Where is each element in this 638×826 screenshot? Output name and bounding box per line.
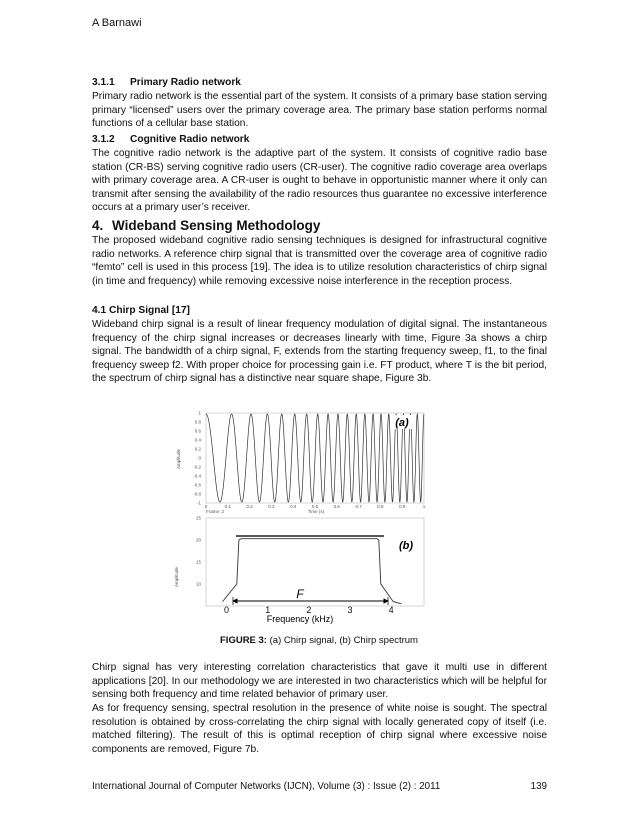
paragraph-frequency-sensing: As for frequency sensing, spectral resolution in the presence of white noise is sought. The spectral resolution is obtained by cross-correlating the chirp signal with locally generated copy of itself (i.e. matched filtering). The result of this is optimal reception of chirp signal where excessive noise components are removed, Figure 7b. xyxy=(92,703,547,755)
panel-label-a: (a) xyxy=(395,417,409,429)
paragraph-chirp-signal: Wideband chirp signal is a result of linear frequency modulation of digital signal. The instantaneous frequency of the chirp signal increases or decreases linearly with time, Figure 3a shows a chirp signal. The bandwidth of a chirp signal, F, extends from the starting frequency sweep, f1, to the final frequency sweep f2. With proper choice for processing gain i.e. FT product, where T is the bit period, the spectrum of chirp signal has a distinctive near square shape, Figure 3b. xyxy=(92,319,547,385)
figure-caption-label: FIGURE 3: xyxy=(220,635,267,646)
panel-label-b: (b) xyxy=(398,540,414,552)
y-tick-label: 15 xyxy=(195,559,201,565)
chart-panel-a xyxy=(176,411,426,515)
heading-3-1-1 xyxy=(92,77,241,88)
plot-frame-b xyxy=(206,518,424,606)
x-tick-label: 4 xyxy=(388,605,394,615)
xlabel-a: Time (s) xyxy=(307,509,325,514)
x-tick-label: 0.5 xyxy=(311,504,319,509)
y-tick-label: -1 xyxy=(196,500,201,506)
y-tick-label: -0.2 xyxy=(193,464,201,470)
x-tick-label: 1 xyxy=(265,605,271,615)
heading-3-1-2 xyxy=(92,134,249,145)
heading-title: Wideband Sensing Methodology xyxy=(112,218,321,233)
bandwidth-label: F xyxy=(296,587,304,601)
page-number: 139 xyxy=(530,781,547,792)
spectrum-line xyxy=(223,539,402,604)
x-tick-label: 0.4 xyxy=(290,504,297,509)
frame-label-a: Frame: 2 xyxy=(206,509,225,514)
y-ticks-a xyxy=(193,411,201,506)
heading-number: 3.1.2 xyxy=(92,134,115,145)
figure-caption-text: (a) Chirp signal, (b) Chirp spectrum xyxy=(266,635,418,646)
y-tick-label: 0.8 xyxy=(194,419,201,425)
y-tick-label: 25 xyxy=(195,515,201,521)
y-tick-label: 0.2 xyxy=(194,446,201,452)
running-header: A Barnawi xyxy=(92,17,142,29)
paragraph-wideband-sensing: The proposed wideband cognitive radio sensing techniques is designed for infrastructural cognitive radio networks. A reference chirp signal that is transmitted over the coverage area of cognitive radio “femto” cell is used in this process [19]. The idea is to utilize resolution characteristics of chirp signal (in time and frequency) while removing excessive noise interference in the reception process. xyxy=(92,235,547,287)
paragraph-cognitive-radio: The cognitive radio network is the adaptive part of the system. It consists of cognitive radio base station (CR-BS) serving cognitive radio users (CR-user). The cognitive radio coverage area overlaps with primary coverage area. A CR-user is ought to behave in opportunistic manner where it only can transmit after sensing the availability of the radio resources thus guarantee no excessive interference occurs at a primary user’s receiver. xyxy=(92,148,547,214)
y-tick-label: -0.6 xyxy=(193,482,201,488)
y-tick-label: 10 xyxy=(195,581,201,587)
x-tick-label: 0 xyxy=(204,504,208,509)
x-tick-label: 0.6 xyxy=(333,504,340,509)
xlabel-b: Frequency (kHz) xyxy=(266,614,334,624)
chart-panel-b xyxy=(174,516,424,625)
y-tick-label: 0 xyxy=(198,455,201,461)
heading-4-1: 4.1 Chirp Signal [17] xyxy=(92,305,190,316)
x-tick-label: 0.2 xyxy=(246,504,253,509)
heading-number: 3.1.1 xyxy=(92,77,115,88)
x-tick-label: 0.8 xyxy=(377,504,384,509)
y-ticks-b xyxy=(196,516,202,587)
x-tick-label: 0.3 xyxy=(268,504,275,509)
heading-title: Primary Radio network xyxy=(130,77,241,88)
y-tick-label: 0.6 xyxy=(194,428,201,434)
x-tick-label: 0 xyxy=(224,605,230,615)
heading-4 xyxy=(92,218,320,233)
x-tick-label: 0.1 xyxy=(224,504,231,509)
y-tick-label: -0.8 xyxy=(193,491,201,497)
figure-caption xyxy=(0,635,638,646)
paragraph-correlation: Chirp signal has very interesting correlation characteristics that gave it multi use in different applications [20]. In our methodology we are interested in two characteristics which will be helpful for sensing both frequency and time related behavior of primary user. xyxy=(92,662,547,701)
paragraph-primary-radio: Primary radio network is the essential part of the system. It consists of a primary base station serving primary “licensed” users over the primary coverage area. The primary base station performs normal functions of a cellular base station. xyxy=(92,91,547,130)
ylabel-a: Amplitude xyxy=(176,448,181,470)
page-footer xyxy=(92,781,547,792)
x-tick-label: 3 xyxy=(347,605,353,615)
ylabel-b: Amplitude xyxy=(174,566,179,588)
footer-journal: International Journal of Computer Networks (IJCN), Volume (3) : Issue (2) : 2011 xyxy=(92,781,441,792)
heading-number: 4. xyxy=(92,218,104,233)
heading-title: Cognitive Radio network xyxy=(130,134,250,145)
y-tick-label: 1 xyxy=(198,410,201,416)
x-tick-label: 2 xyxy=(306,605,312,615)
x-tick-label: 0.9 xyxy=(399,504,406,509)
y-tick-label: 0.4 xyxy=(194,437,201,443)
x-tick-label: 1 xyxy=(422,504,426,509)
chirp-signal-line xyxy=(206,414,424,502)
x-tick-label: 0.7 xyxy=(355,504,362,509)
y-tick-label: 20 xyxy=(195,537,201,543)
y-tick-label: -0.4 xyxy=(193,473,201,479)
figure-3 xyxy=(0,405,638,627)
